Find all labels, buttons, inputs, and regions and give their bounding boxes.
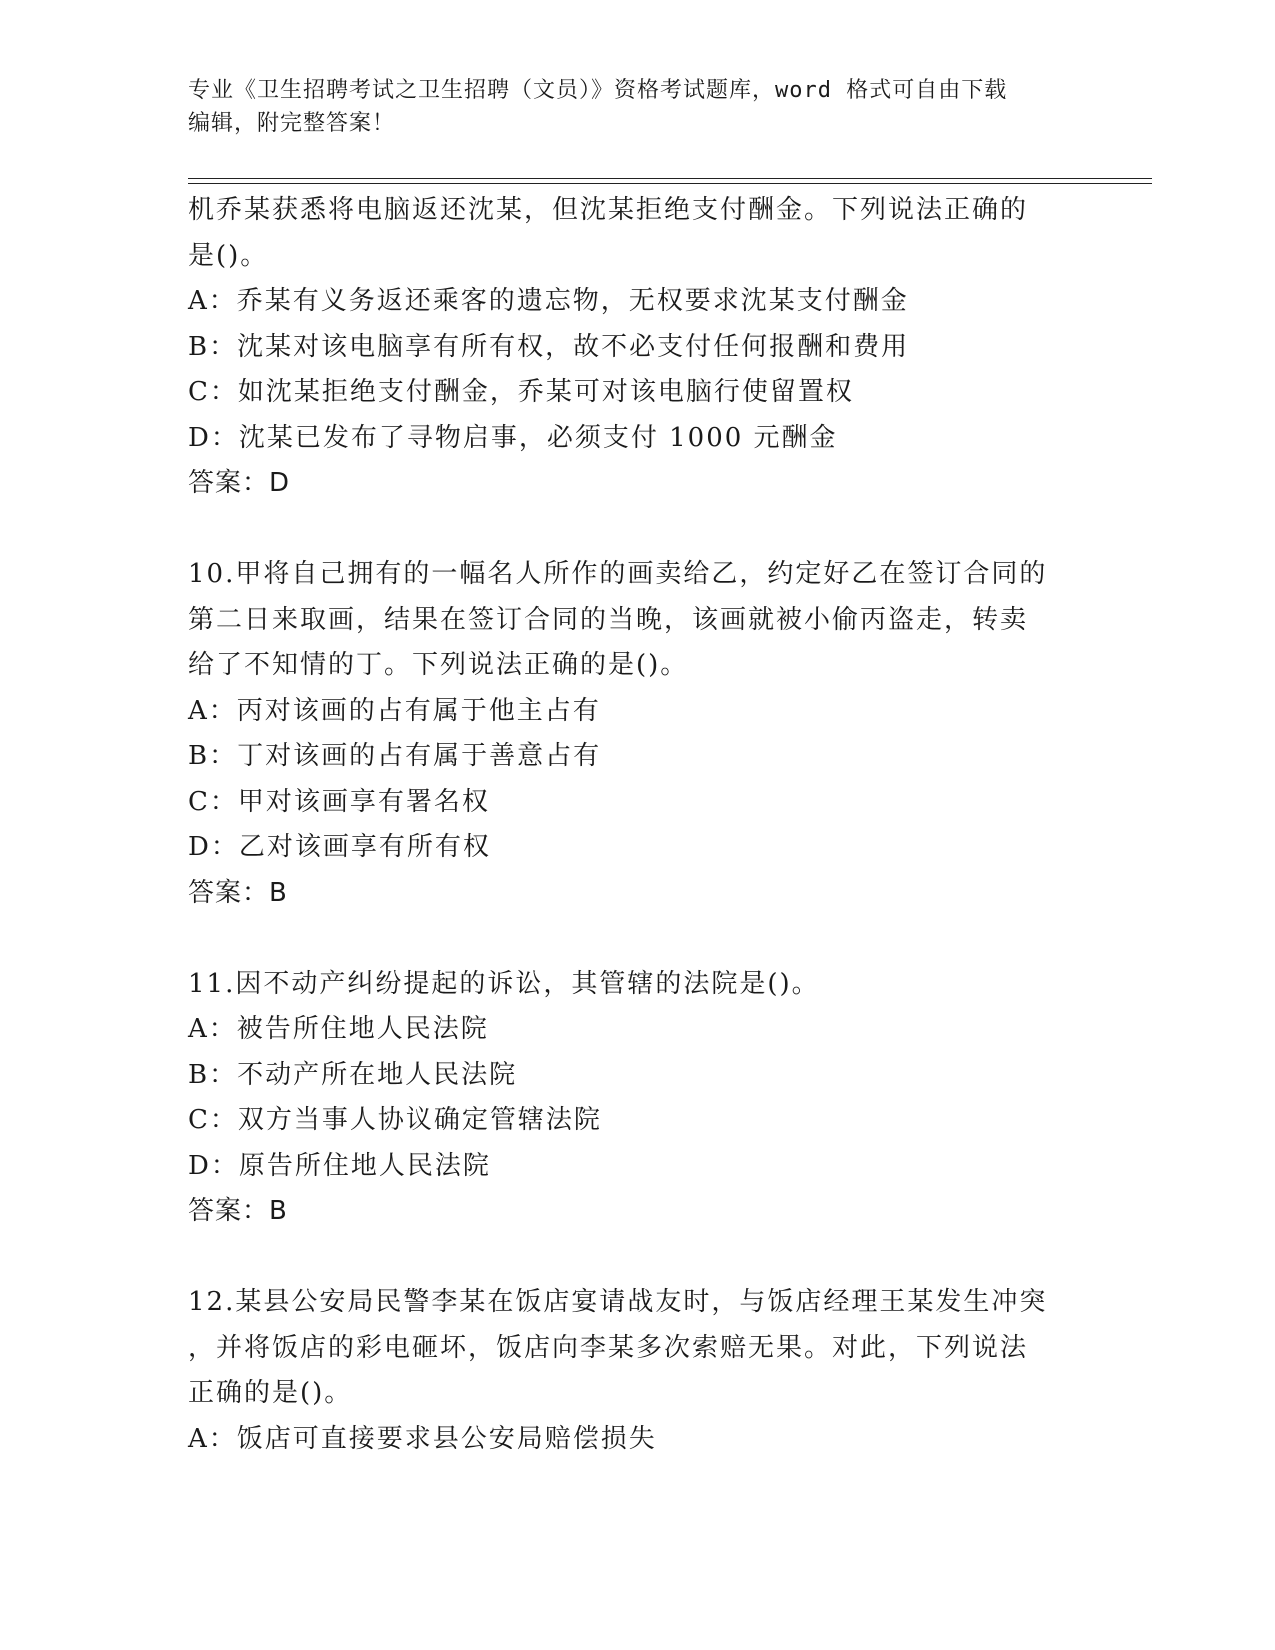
option-b: B：丁对该画的占有属于善意占有 [188,741,602,771]
question-text: ，并将饭店的彩电砸坏，饭店向李某多次索赔无果。对此，下列说法 [188,1332,1029,1363]
question-10 [188,552,1088,916]
question-12 [188,1280,1088,1462]
option-a: A：饭店可直接要求县公安局赔偿损失 [188,1423,657,1454]
question-9 [188,188,1088,507]
option-c: C：如沈某拒绝支付酬金，乔某可对该电脑行使留置权 [188,377,854,407]
question-text: 机乔某获悉将电脑返还沈某，但沈某拒绝支付酬金。下列说法正确的 [188,195,1029,225]
document-body [188,188,1088,1462]
answer-label: 答案：B [188,1196,288,1226]
question-text: 12.某县公安局民警李某在饭店宴请战友时，与饭店经理王某发生冲突 [188,1287,1048,1317]
spacer [188,507,1088,553]
question-text: 是()。 [188,240,269,271]
question-text: 第二日来取画，结果在签订合同的当晚，该画就被小偷丙盗走，转卖 [188,604,1029,635]
answer-label: 答案：D [188,468,291,498]
option-a: A：丙对该画的占有属于他主占有 [188,695,601,726]
option-d: D：沈某已发布了寻物启事，必须支付 1000 元酬金 [188,422,838,453]
question-text: 11.因不动产纠纷提起的诉讼，其管辖的法院是()。 [188,968,820,999]
header-divider-bottom [188,183,1152,184]
option-b: B：沈某对该电脑享有所有权，故不必支付任何报酬和费用 [188,331,910,362]
spacer [188,1235,1088,1281]
header-divider-top [188,178,1152,179]
option-b: B：不动产所在地人民法院 [188,1059,518,1090]
header-line-2: 编辑，附完整答案！ [188,111,396,136]
option-c: C：双方当事人协议确定管辖法院 [188,1105,602,1135]
option-d: D：原告所住地人民法院 [188,1150,491,1181]
answer-label: 答案：B [188,877,288,908]
option-c: C：甲对该画享有署名权 [188,786,490,817]
header-line-1: 专业《卫生招聘考试之卫生招聘（文员）》资格考试题库，word 格式可自由下载 [188,78,1008,103]
option-a: A：乔某有义务返还乘客的遗忘物，无权要求沈某支付酬金 [188,286,909,316]
question-text: 10.甲将自己拥有的一幅名人所作的画卖给乙，约定好乙在签订合同的 [188,559,1048,589]
question-text: 给了不知情的丁。下列说法正确的是()。 [188,650,689,680]
option-a: A：被告所住地人民法院 [188,1014,489,1044]
question-11 [188,962,1088,1235]
spacer [188,916,1088,962]
document-header [188,74,1088,140]
option-d: D：乙对该画享有所有权 [188,832,491,862]
question-text: 正确的是()。 [188,1378,353,1408]
